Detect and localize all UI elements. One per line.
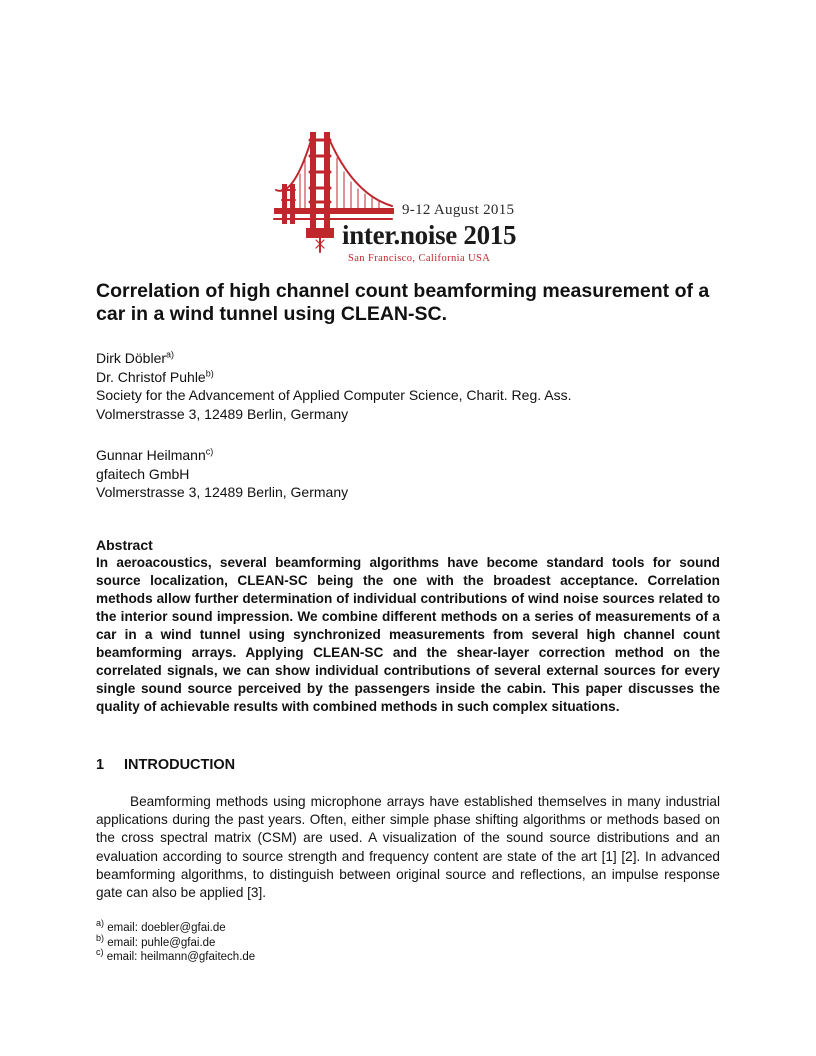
footnote-a (96, 918, 255, 936)
author-3 (96, 446, 736, 465)
author-block-1 (96, 349, 736, 423)
author-2 (96, 368, 736, 387)
section-title: INTRODUCTION (124, 757, 236, 773)
author-2-name: Dr. Christof Puhle (96, 368, 206, 385)
address-2: Volmerstrasse 3, 12489 Berlin, Germany (96, 484, 349, 500)
footnote-b-mark: b) (96, 932, 105, 943)
affiliation-1: Society for the Advancement of Applied Computer Science, Charit. Reg. Ass. (96, 387, 572, 403)
conference-name: inter.noise 2015 (342, 220, 517, 250)
section-heading-introduction (96, 757, 235, 773)
abstract-text: In aeroacoustics, several beamforming algorithms have become standard tools for sound source localization, CLEAN-SC being the one with the broadest acceptance. Correlation methods allow further determination of individual contributions of wind noise sources related to the interior sound impression. We combine different methods on a series of measurements of a car in a wind tunnel using synchronized measurements from several high channel count beamforming arrays. Applying CLEAN-SC and the shear-layer correction method on the correlated signals, we can show individual contributions of several external sources for every single sound source perceived by the passengers inside the cabin. This paper discusses the quality of achievable results with combined methods in such complex situations. (96, 555, 720, 714)
author-block-2 (96, 446, 736, 502)
footnote-c (96, 947, 256, 965)
author-2-mark: b) (205, 367, 214, 378)
footnote-c-text: email: heilmann@gfaitech.de (106, 951, 256, 963)
footnote-b (96, 932, 255, 951)
author-1 (96, 349, 736, 368)
footnote-a-text: email: doebler@gfai.de (107, 922, 226, 934)
author-3-name: Gunnar Heilmann (96, 447, 206, 463)
author-1-mark: a) (166, 349, 175, 360)
footnotes (96, 918, 256, 965)
address-1: Volmerstrasse 3, 12489 Berlin, Germany (96, 405, 349, 422)
author-3-mark: c) (205, 446, 214, 457)
footnote-a-mark: a) (96, 918, 105, 929)
author-1-name: Dirk Döbler (96, 350, 167, 366)
abstract-heading: Abstract (96, 537, 153, 553)
section-number: 1 (96, 757, 105, 773)
footnote-b-text: email: puhle@gfai.de (107, 936, 216, 949)
conference-logo (272, 128, 552, 268)
introduction-paragraph: Beamforming methods using microphone arrays have established themselves in many industrial applications during the past years. Often, either simple phase shifting algorithms or methods based on the cross spectral matrix (CSM) are used. A visualization of the sound source distributions and an evaluation according to source strength and frequency content are state of the art [1] [2]. In advanced beamforming algorithms, to distinguish between original source and reflections, an impulse response gate can also be applied [3]. (96, 794, 720, 901)
paper-title: Correlation of high channel count beamforming measurement of a car in a wind tunnel using CLEAN-SC. (96, 280, 710, 325)
conference-date: 9-12 August 2015 (402, 202, 515, 218)
footnote-c-mark: c) (96, 947, 104, 958)
conference-location: San Francisco, California USA (348, 253, 491, 264)
affiliation-2: gfaitech GmbH (96, 465, 190, 482)
